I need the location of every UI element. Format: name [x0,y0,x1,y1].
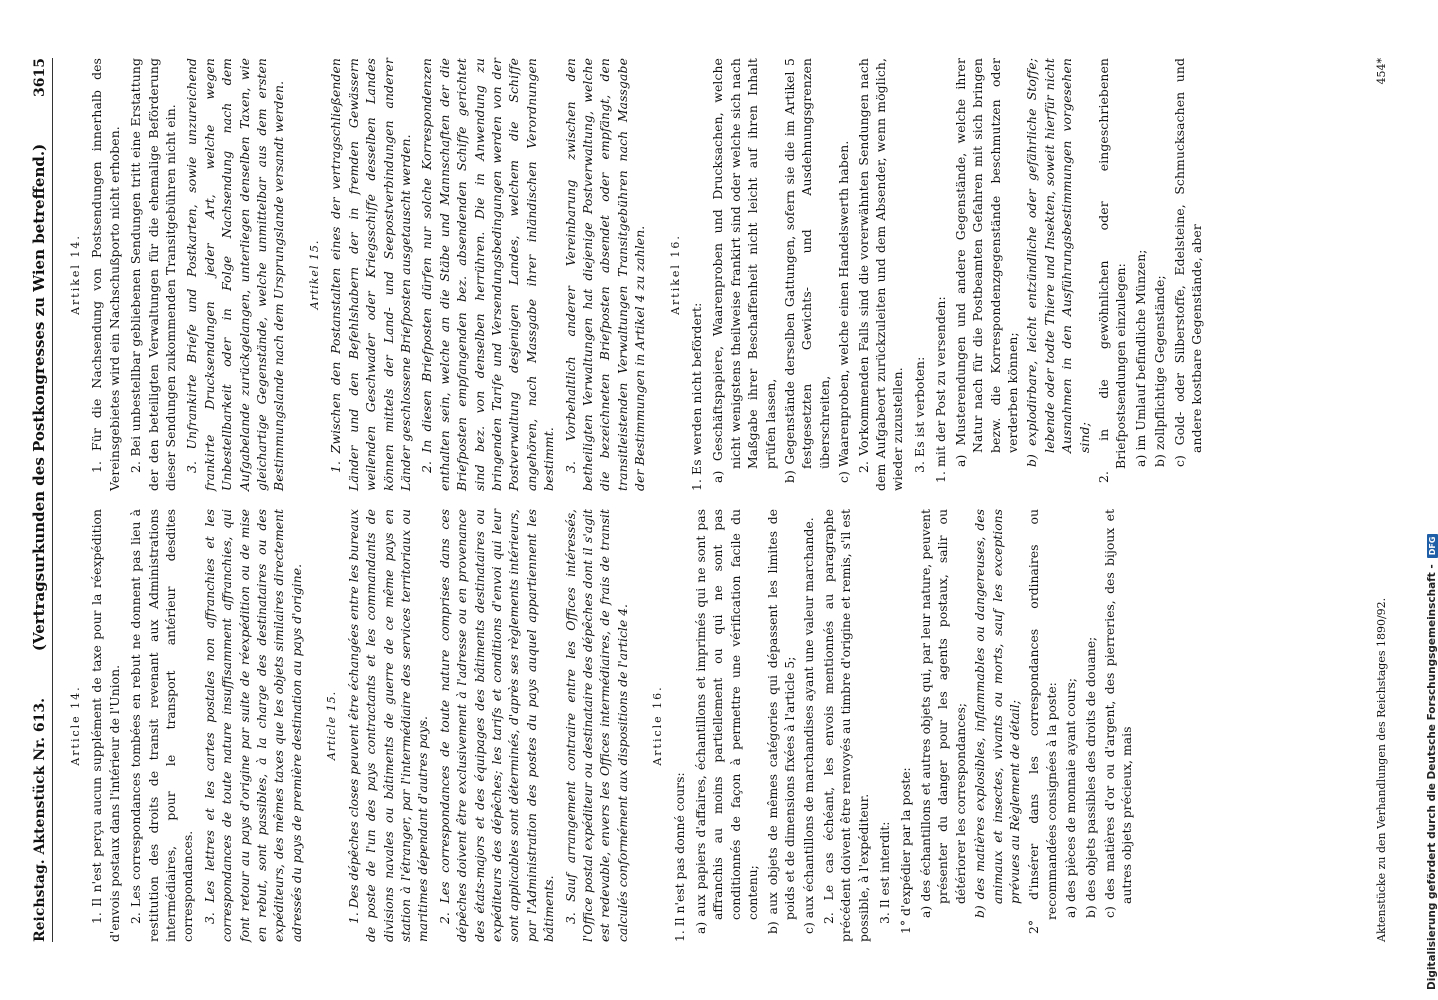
paragraph: 1. Des dépêches closes peuvent être échangées entre les bureaux de poste de l'un des pays contractants et les commandants de divisions navales ou bâtiments de guerre de ce même pays en station à l'étranger, par l'intermédiaire des services territoriaux ou maritimes dépendant d'autres pays. [345,509,431,942]
french-column [61,509,1351,942]
list-item: c) aux échantillons de marchandises ayant une valeur marchande. [801,517,817,934]
page-number: 3615 [32,58,48,97]
paragraph: 3. Sauf arrangement contraire entre les Offices intéressés, l'Office postal expéditeur ou destinataire des dépêches dont il s'agit est redevable, envers les Offices intermédiaires, de frais de transit calculés conformément aux dispositions de l'article 4. [562,509,630,942]
paragraph: 3. Les lettres et les cartes postales non affranchies et les correspondances de toute nature insuffisamment affranchies, qui font retour au pays d'origine par suite de réexpédition ou de mise en rebut, sont passibles, à la charge des destinataires ou des expéditeurs, des mêmes taxes que les objets similaires directement adressés du pays de première destination au pays d'origine. [201,509,304,942]
digitization-credit [1410,0,1438,1000]
paragraph: 2. Bei unbestellbar gebliebenen Sendungen tritt eine Erstattung der den beteiligten Verwaltungen für die ehemalige Beförderung dieser Sendungen zukommenden Transitgebühren nicht ein. [128,58,179,491]
paragraph: 1. Il n'est perçu aucun supplément de taxe pour la réexpédition d'envois postaux dans l'intérieur de l'Union. [89,509,122,942]
article-15-heading-fr: Article 15. [325,690,339,761]
paragraph: 2. Les correspondances de toute nature comprises dans ces dépêches doivent être exclusivement à l'adresse ou en provenance des états-majors et des équipages des bâtiments destinataires ou expéditeurs des dépêches; les tarifs et conditions d'envoi qui leur sont applicables sont déterminés, d'après ses règlements intérieurs, par l'Administration des postes du pays auquel appartiennent les bâtiments. [436,509,557,942]
page-header [30,58,53,942]
paragraph: 3. Es ist verboten: [911,356,927,473]
article-14-heading-fr: Article 14. [69,685,82,766]
article-16-heading-fr: Article 16. [651,685,665,766]
document-page [16,40,1396,960]
list-item: 1. mit der Post zu versenden: [933,296,949,483]
list-item: 2. in die gewöhnlichen oder eingeschriebenen Briefpostsendungen einzulegen: [1095,58,1129,483]
list-item: b) zollpflichtige Gegenstände; [1152,275,1168,467]
paragraph: 2. Les correspondances tombées en rebut ne donnent pas lieu à restitution des droits de transit revenant aux Administrations intermédiaires, pour le transport antérieur desdites correspondances. [128,509,196,942]
header-middle: (Vertragsurkunden des Postkongresses zu Wien betreffend.) [30,143,48,652]
german-column [61,58,1351,491]
paragraph: 2. In diesen Briefposten dürfen nur solche Korrespondenzen enthalten sein, welche an die Stäbe und Mannschaften der die Briefposten empfangenden bez. absendenden Schiffe gerichtet sind bez. von denselben herrühren. Die in Anwendung zu bringenden Tarife und Versendungsbedingungen werden von der Postverwaltung desjenigen Landes, welchem die Schiffe angehören, nach Massgabe ihrer inländischen Verordnungen bestimmt. [419,58,557,491]
footer-note: Aktenstücke zu den Verhandlungen des Reichstages 1890/92. [1375,597,1388,942]
paragraph: 1. Zwischen den Postanstalten eines der vertragschließenden Länder und den Befehlshabern der in fremden Gewässern weilenden Geschwader oder Kriegsschiffe desselben Landes können mittels der Land- und Seepostverbindungen anderer Länder geschlossene Briefposten ausgetauscht werden. [328,58,413,491]
list-item: 2° d'insérer dans les correspondances ordinaires ou recommandées consignées à la poste: [1026,509,1059,934]
credit-text: Digitalisierung gefördert durch die Deutsche Forschungsgemeinschaft - [1426,564,1438,990]
list-item: a) des pièces de monnaie ayant cours; [1063,677,1079,918]
paragraph: 2. Vorkommenden Falls sind die vorerwähnten Sendungen nach dem Aufgabeort zurückzuleiten und dem Absender, wenn möglich, wieder zuzustellen. [855,58,906,491]
list-item: b) des matières explosibles, inflammables ou dangereuses, des animaux et insectes, vivants ou morts, sauf les exceptions prévues au Règlement de détail; [972,509,1022,918]
list-item: a) aux papiers d'affaires, échantillons et imprimés qui ne sont pas affranchis au moins partiellement ou qui ne sont pas conditionnés de façon à permettre une vérification facile du contenu; [693,509,761,934]
paragraph: 3. Il est interdit: [877,821,893,924]
paragraph: 3. Unfrankirte Briefe und Postkarten, sowie unzureichend frankirte Drucksendungen jeder Art, welche wegen Unbestellbarkeit oder in Folge Nachsendung nach dem Aufgabelande zurückgelangen, unterliegen denselben Taxen, wie gleichartige Gegenstände, welche unmittelbar aus dem ersten Bestimmungslande nach dem Ursprungslande versandt werden. [184,58,287,491]
list-item: a) Musterendungen und andere Gegenstände, welche ihrer Natur nach für die Postbeamten Gefahren mit sich bringen bezw. die Korrespondenzgegenstände beschmutzen oder verderben können; [952,58,1020,467]
dfg-logo: DFG [1427,534,1438,559]
header-left: Reichstag. Aktenstück Nr. 613. [32,698,48,942]
two-column-body [61,58,1351,942]
list-item: c) des matières d'or ou d'argent, des pierreries, des bijoux et autres objets précieux, mais [1101,509,1135,918]
list-item: 1° d'expédier par la poste: [898,767,914,934]
list-item: a) Geschäftspapiere, Waarenproben und Drucksachen, welche nicht wenigstens theilweise frankirt sind oder welche sich nach Maßgabe ihrer Beschaffenheit nicht leicht auf ihren Inhalt prüfen lassen, [710,58,778,483]
paragraph: 1. Für die Nachsendung von Postsendungen innerhalb des Vereinsgebietes wird ein Nachschußporto nicht erhoben. [89,58,122,491]
list-item: a) des échantillons et autres objets qui, par leur nature, peuvent présenter du danger pour les agents postaux, salir ou détériorer les correspondances; [917,509,968,918]
list-item: c) Waarenproben, welche einen Handelswerth haben. [836,140,852,483]
article-15-heading-de: Artikel 15. [307,239,321,310]
list-item: c) Gold- oder Silberstoffe, Edelsteine, Schmucksachen und andere kostbare Gegenstände, aber [1171,58,1204,467]
paragraph: 2. Le cas échéant, les envois mentionnés au paragraphe précédent doivent être renvoyés au timbre d'origine et remis, s'il est possible, à l'expéditeur. [820,509,871,942]
article-14-heading-de: Artikel 14. [69,234,82,315]
list-item: b) aux objets de mêmes catégories qui dépassent les limites de poids et de dimensions fixées à l'article 5; [764,509,798,934]
paragraph: 3. Vorbehaltlich anderer Vereinbarung zwischen den betheiligten Verwaltungen hat diejenige Postverwaltung, welche die bezeichneten Briefposten absendet oder empfängt, den transitleistenden Verwaltungen Transitgebühren nach Massgabe der Bestimmungen in Artikel 4 zu zahlen. [562,58,648,491]
article-16-heading-de: Artikel 16. [668,234,682,315]
list-item: b) explodirbare, leicht entzündliche oder gefährliche Stoffe; lebende oder todte Thiere und Insekten, soweit hierfür nicht Ausnahmen in den Ausführungsbestimmungen vorgesehen sind; [1024,58,1092,467]
paragraph: 1. Es werden nicht befördert: [689,302,704,491]
list-item: b) des objets passibles des droits de douane; [1082,636,1098,918]
list-item: a) im Umlauf befindliche Münzen; [1132,249,1148,467]
paragraph: 1. Il n'est pas donné cours: [671,772,687,942]
list-item: b) Gegenstände derselben Gattungen, sofern sie die im Artikel 5 festgesetzten Gewichts- und Ausdehnungsgrenzen überschreiten, [782,58,832,483]
signature-mark: 454* [1375,58,1388,85]
